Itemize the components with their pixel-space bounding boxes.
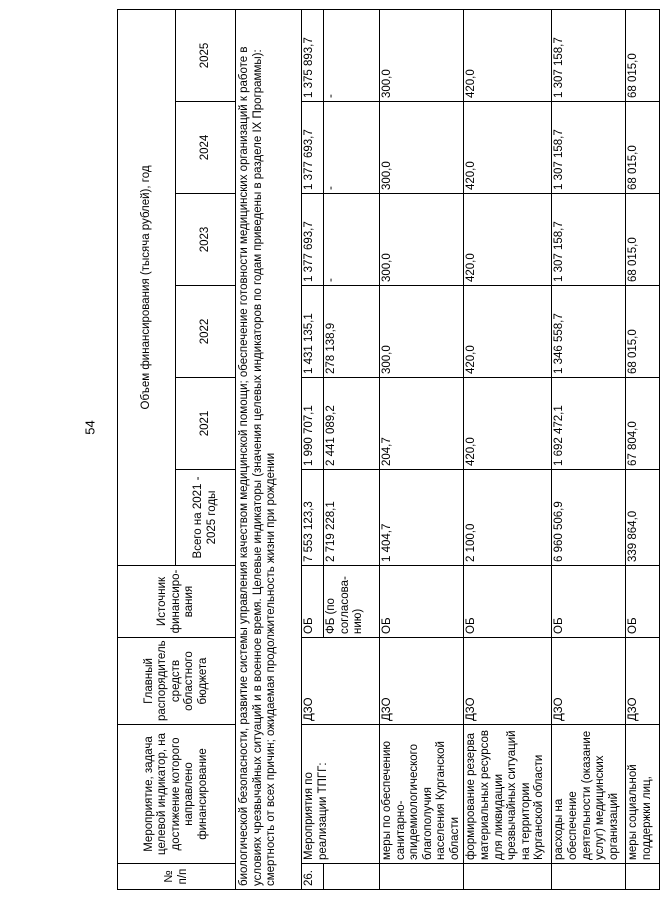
row-value: - bbox=[324, 194, 380, 286]
row-value: 420,0 bbox=[464, 102, 552, 194]
table-row bbox=[552, 9, 626, 889]
row-source: ОБ bbox=[626, 566, 660, 638]
row-no bbox=[626, 864, 660, 890]
header-year: 2023 bbox=[176, 194, 236, 286]
row-value: - bbox=[324, 9, 380, 101]
row-measure: расходы на обеспечение деятельности (оказание услуг) медицинских организаций bbox=[552, 725, 626, 864]
row-no bbox=[380, 864, 464, 890]
row-source: ОБ bbox=[302, 566, 324, 638]
row-value: 1 375 893,7 bbox=[302, 9, 324, 101]
row-value: 1 307 158,7 bbox=[552, 102, 626, 194]
row-value: 1 377 693,7 bbox=[302, 102, 324, 194]
row-no: 26. bbox=[302, 864, 324, 890]
header-admin: Главный распорядитель средств областного бюджета bbox=[118, 638, 236, 725]
header-year: 2021 bbox=[176, 378, 236, 470]
row-total: 2 100,0 bbox=[464, 470, 552, 566]
row-value: 68 015,0 bbox=[626, 286, 660, 378]
row-value: 2 441 089,2 bbox=[324, 378, 380, 470]
header-source: Источник финансиро-вания bbox=[118, 566, 236, 638]
row-value: 1 346 558,7 bbox=[552, 286, 626, 378]
header-volume: Объем финансирования (тысяча рублей), год bbox=[118, 9, 176, 565]
row-value: 1 377 693,7 bbox=[302, 194, 324, 286]
row-measure: формирование резерва материальных ресурсов для ликвидации чрезвычайных ситуаций на территории Курганской области bbox=[464, 725, 552, 864]
row-total: 6 960 506,9 bbox=[552, 470, 626, 566]
financing-table bbox=[117, 9, 660, 890]
header-no: № п/п bbox=[118, 864, 236, 890]
table-row bbox=[464, 9, 552, 889]
section-text: биологической безопасности, развитие системы управления качеством медицинской помощи; обеспечение готовности медицинских организаций к работе в условиях чрезвычайных ситуаций и в военное время. Целевые индикаторы (значения целевых индикаторов по годам приведены в разделе IX Программы): смертность от всех причин; ожидаемая продолжительность жизни при рождении bbox=[236, 9, 302, 889]
table-row bbox=[380, 9, 464, 889]
row-total: 7 553 123,3 bbox=[302, 470, 324, 566]
row-value: 300,0 bbox=[380, 9, 464, 101]
section-row bbox=[236, 9, 302, 889]
row-value: 1 307 158,7 bbox=[552, 9, 626, 101]
row-value: 420,0 bbox=[464, 9, 552, 101]
header-row-1 bbox=[118, 9, 176, 889]
row-measure: меры по обеспечению санитарно-эпидемиологического благополучия населения Курганской области bbox=[380, 725, 464, 864]
row-no bbox=[552, 864, 626, 890]
row-value: 68 015,0 bbox=[626, 102, 660, 194]
row-value: 278 138,9 bbox=[324, 286, 380, 378]
row-value: 1 307 158,7 bbox=[552, 194, 626, 286]
row-value: 1 990 707,1 bbox=[302, 378, 324, 470]
row-value: 420,0 bbox=[464, 286, 552, 378]
row-value: 1 692 472,1 bbox=[552, 378, 626, 470]
row-value: 68 015,0 bbox=[626, 9, 660, 101]
row-value: 67 804,0 bbox=[626, 378, 660, 470]
row-value: 300,0 bbox=[380, 194, 464, 286]
row-no bbox=[324, 864, 380, 890]
header-year: 2022 bbox=[176, 286, 236, 378]
row-value: 204,7 bbox=[380, 378, 464, 470]
header-measure: Мероприятие, задача целевой индикатор, на достижение которого направлено финансирование bbox=[118, 725, 236, 864]
page-number: 54 bbox=[82, 420, 98, 435]
row-total: 339 864,0 bbox=[626, 470, 660, 566]
row-source: ОБ bbox=[380, 566, 464, 638]
row-measure: меры социальной поддержки лиц, bbox=[626, 725, 660, 864]
row-source: ОБ bbox=[464, 566, 552, 638]
rotated-table-wrapper bbox=[117, 10, 653, 890]
row-admin: ДЗО bbox=[302, 638, 380, 725]
row-source: ОБ bbox=[552, 566, 626, 638]
row-admin: ДЗО bbox=[626, 638, 660, 725]
row-value: 300,0 bbox=[380, 286, 464, 378]
row-measure: Мероприятия по реализации ТПГГ: bbox=[302, 725, 380, 864]
header-total: Всего на 2021 - 2025 годы bbox=[176, 470, 236, 566]
row-no bbox=[464, 864, 552, 890]
header-year: 2025 bbox=[176, 9, 236, 101]
table-row bbox=[302, 9, 324, 889]
row-value: 420,0 bbox=[464, 194, 552, 286]
row-value: - bbox=[324, 102, 380, 194]
row-source: ФБ (по согласова-нию) bbox=[324, 566, 380, 638]
row-admin: ДЗО bbox=[380, 638, 464, 725]
row-value: 300,0 bbox=[380, 102, 464, 194]
table-row bbox=[626, 9, 660, 889]
row-value: 1 431 135,1 bbox=[302, 286, 324, 378]
row-admin: ДЗО bbox=[464, 638, 552, 725]
row-total: 2 719 228,1 bbox=[324, 470, 380, 566]
row-total: 1 404,7 bbox=[380, 470, 464, 566]
row-admin: ДЗО bbox=[552, 638, 626, 725]
row-value: 420,0 bbox=[464, 378, 552, 470]
row-value: 68 015,0 bbox=[626, 194, 660, 286]
header-year: 2024 bbox=[176, 102, 236, 194]
